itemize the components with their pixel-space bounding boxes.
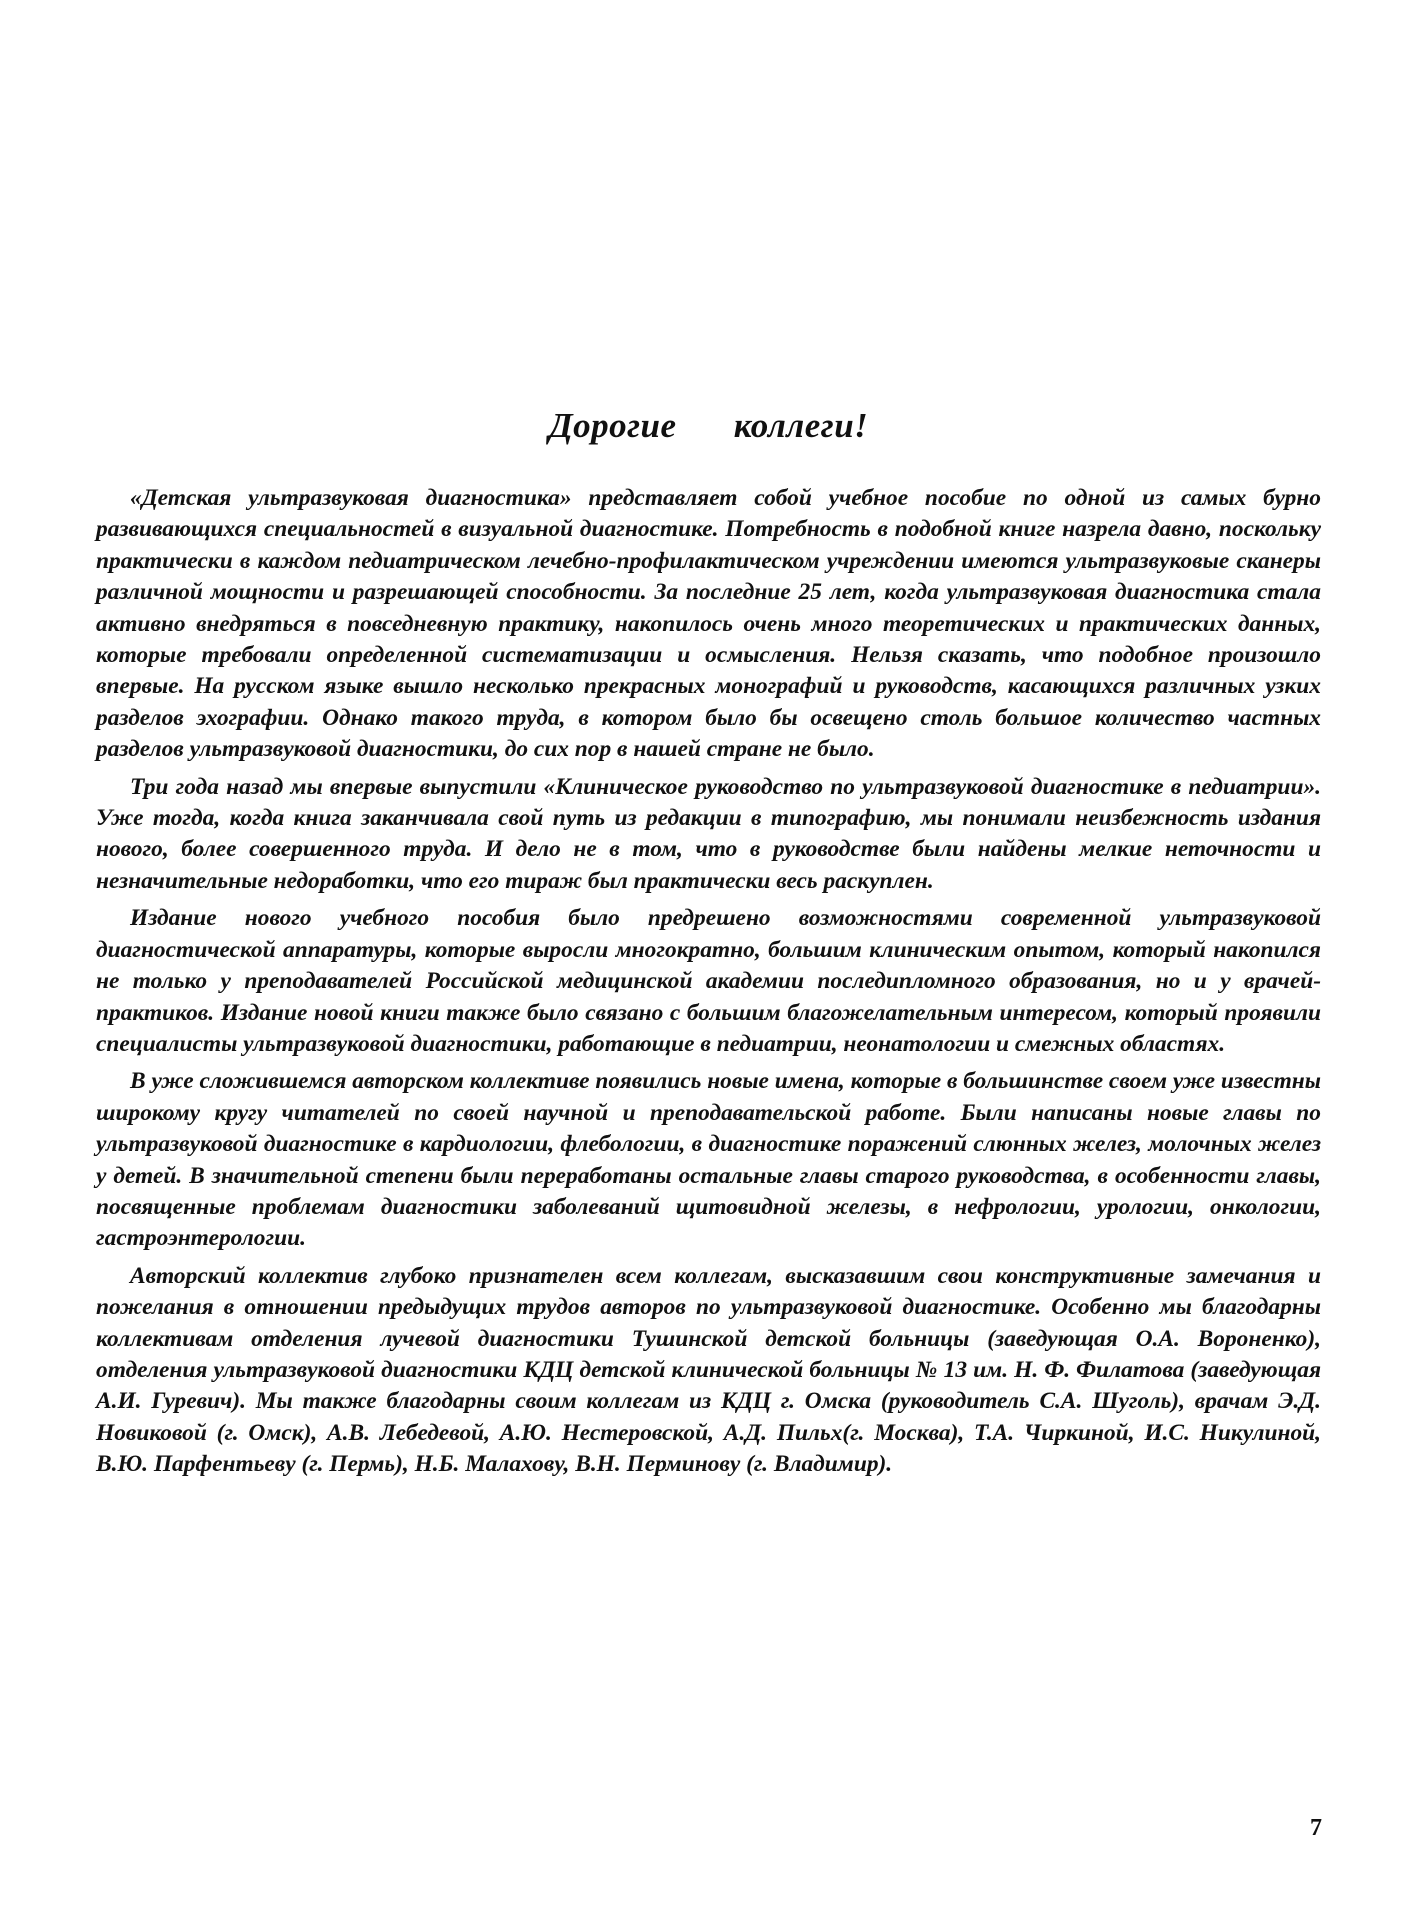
paragraph-new-edition: Издание нового учебного пособия было предрешено возможностями современной ультразвуковой диагностической аппаратуры, которые выросли многократно, большим клиническим опытом, который накопился не только у преподавателей Российской медицинской академии последипломного образования, но и у врачей-практиков. Издание новой книги также было связано с большим благожелательным интересом, который проявили специалисты ультразвуковой диагностики, работающие в педиатрии, неонатологии и смежных областях. [96,905,1321,1057]
page-title: Дорогие коллеги! [548,406,869,445]
paragraph-acknowledgements: Авторский коллектив глубоко признателен всем коллегам, высказавшим свои конструктивные замечания и пожелания в отношении предыдущих трудов авторов по ультразвуковой диагностике. Особенно мы благодарны коллективам отделения лучевой диагностики Тушинской детской больницы (заведующая О.А. Вороненко), отделения ультразвуковой диагностики КДЦ детской клинической больницы № 13 им. Н. Ф. Филатова (заведующая А.И. Гуревич). Мы также благодарны своим коллегам из КДЦ г. Омска (руководитель С.А. Шуголь), врачам Э.Д. Новиковой (г. Омск), А.В. Лебедевой, А.Ю. Нестеровской, А.Д. Пильх(г. Москва), Т.А. Чиркиной, И.С. Никулиной, В.Ю. Парфентьеву (г. Пермь), Н.Б. Малахову, В.Н. Перминову (г. Владимир). [96,1262,1321,1478]
paragraph-previous-edition: Три года назад мы впервые выпустили «Клиническое руководство по ультразвуковой диагностике в педиатрии». Уже тогда, когда книга заканчивала свой путь из редакции в типографию, мы понимали неизбежность издания нового, более совершенного труда. И дело не в том, что в руководстве были найдены мелкие неточности и незначительные недоработки, что его тираж был практически весь раскуплен. [96,773,1321,894]
page-number: 7 [1310,1815,1322,1841]
body-text [96,483,1321,1487]
paragraph-authors: В уже сложившемся авторском коллективе появились новые имена, которые в большинстве своем уже известны широкому кругу читателей по своей научной и преподавательской работе. Были написаны новые главы по ультразвуковой диагностике в кардиологии, флебологии, в диагностике поражений слюнных желез, молочных желез у детей. В значительной степени были переработаны остальные главы старого руководства, в особенности главы, посвященные проблемам диагностики заболеваний щитовидной железы, в нефрологии, урологии, онкологии, гастроэнтерологии. [96,1068,1321,1252]
paragraph-intro: «Детская ультразвуковая диагностика» представляет собой учебное пособие по одной из самых бурно развивающихся специальностей в визуальной диагностике. Потребность в подобной книге назрела давно, поскольку практически в каждом педиатрическом лечебно-профилактическом учреждении имеются ультразвуковые сканеры различной мощности и разрешающей способности. За последние 25 лет, когда ультразвуковая диагностика стала активно внедряться в повседневную практику, накопилось очень много теоретических и практических данных, которые требовали определенной систематизации и осмысления. Нельзя сказать, что подобное произошло впервые. На русском языке вышло несколько прекрасных монографий и руководств, касающихся различных узких разделов эхографии. Однако такого труда, в котором было бы освещено столь большое количество частных разделов ультразвуковой диагностики, до сих пор в нашей стране не было. [96,485,1321,763]
